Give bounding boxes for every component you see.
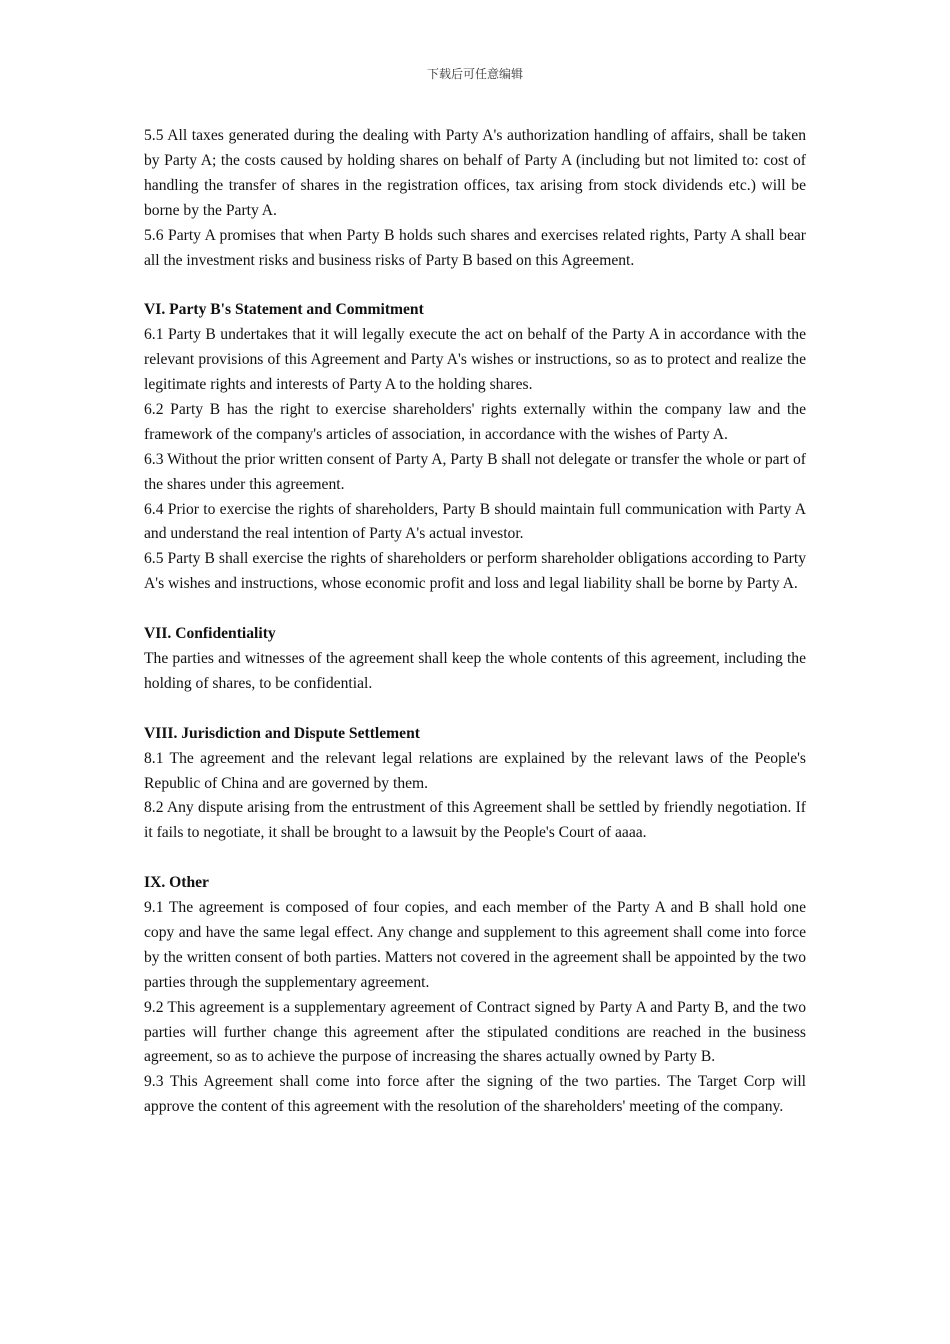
clause-6-1: 6.1 Party B undertakes that it will legally execute the act on behalf of the Party A in accordance with the relevant provisions of this Agreement and Party A's wishes or instructions, so as to protect and realize the legitimate rights and interests of Party A to the holding shares. <box>144 326 806 394</box>
section-ix <box>144 871 806 1120</box>
section-5-continued <box>144 124 806 273</box>
clause-9-2: 9.2 This agreement is a supplementary agreement of Contract signed by Party A and Party B, and the two parties will further change this agreement after the stipulated conditions are reached in the business agreement, so as to achieve the purpose of increasing the shares actually owned by Party B. <box>144 998 806 1066</box>
section-spacer <box>144 697 806 722</box>
confidentiality-paragraph: The parties and witnesses of the agreement shall keep the whole contents of this agreement, including the holding of shares, to be confidential. <box>144 650 806 692</box>
page-header: 下载后可任意编辑 <box>426 67 523 81</box>
section-heading: VIII. Jurisdiction and Dispute Settlement <box>144 724 420 742</box>
section-heading: IX. Other <box>144 874 209 892</box>
section-spacer <box>144 273 806 298</box>
section-viii <box>144 722 806 847</box>
section-heading: VI. Party B's Statement and Commitment <box>144 301 424 319</box>
document-body <box>144 124 806 1120</box>
clause-6-5: 6.5 Party B shall exercise the rights of shareholders or perform shareholder obligations according to Party A's wishes and instructions, whose economic profit and loss and legal liability shall be borne by Party A. <box>144 550 806 593</box>
clause-9-3: 9.3 This Agreement shall come into force after the signing of the two parties. The Target Corp will approve the content of this agreement with the resolution of the shareholders' meeting of the company. <box>144 1073 806 1116</box>
clause-6-2: 6.2 Party B has the right to exercise shareholders' rights externally within the company law and the framework of the company's articles of association, in accordance with the wishes of Party A. <box>144 400 806 443</box>
clause-5-5: 5.5 All taxes generated during the dealing with Party A's authorization handling of affairs, shall be taken by Party A; the costs caused by holding shares on behalf of Party A (including but not limited to: cost of handling the transfer of shares in the registration offices, tax arising from stock dividends etc.) will be borne by the Party A. <box>144 127 806 219</box>
section-spacer <box>144 597 806 622</box>
clause-6-4: 6.4 Prior to exercise the rights of shareholders, Party B should maintain full communication with Party A and understand the real intention of Party A's actual investor. <box>144 500 806 543</box>
section-vii <box>144 622 806 697</box>
section-heading: VII. Confidentiality <box>144 625 276 643</box>
clause-8-1: 8.1 The agreement and the relevant legal relations are explained by the relevant laws of the People's Republic of China and are governed by them. <box>144 749 806 792</box>
clause-8-2: 8.2 Any dispute arising from the entrustment of this Agreement shall be settled by friendly negotiation. If it fails to negotiate, it shall be brought to a lawsuit by the People's Court of aaaa. <box>144 799 806 842</box>
clause-5-6: 5.6 Party A promises that when Party B holds such shares and exercises related rights, Party A shall bear all the investment risks and business risks of Party B based on this Agreement. <box>144 226 806 269</box>
clause-9-1: 9.1 The agreement is composed of four copies, and each member of the Party A and B shall hold one copy and have the same legal effect. Any change and supplement to this agreement shall come into force by the written consent of both parties. Matters not covered in the agreement shall be appointed by the two parties through the supplementary agreement. <box>144 899 806 991</box>
section-vi <box>144 298 806 597</box>
section-spacer <box>144 846 806 871</box>
clause-6-3: 6.3 Without the prior written consent of Party A, Party B shall not delegate or transfer the whole or part of the shares under this agreement. <box>144 450 806 493</box>
